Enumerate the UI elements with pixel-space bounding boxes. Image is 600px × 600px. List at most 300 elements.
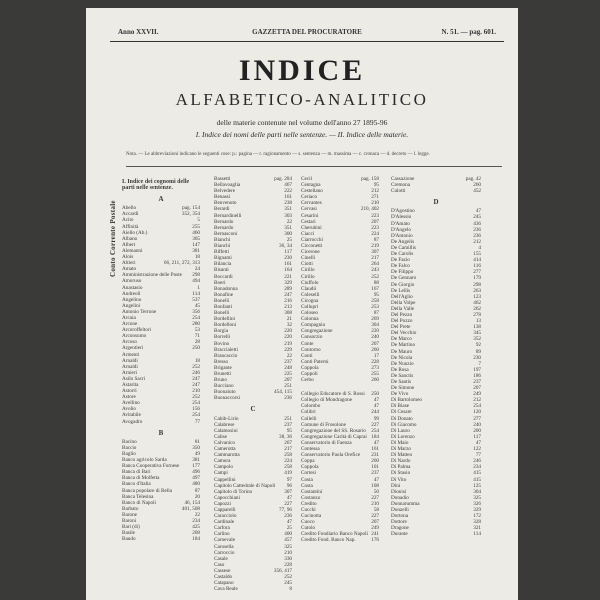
entry-page-ref: 5 [197, 217, 200, 224]
entry-name: Ciarrocchi [301, 236, 323, 243]
entry-page-ref: 251 [284, 383, 292, 390]
entry-name: Bordelloni [214, 322, 237, 329]
entry-name: Bignami [214, 255, 232, 262]
entry-page-ref: 267 [284, 439, 292, 446]
entry-name: Conte [301, 340, 314, 347]
entry-page-ref: 415 [473, 476, 481, 483]
entry-name: Cucinotta [301, 513, 322, 520]
entry-name: Bonelli [214, 310, 230, 317]
entry-page-ref: 263 [473, 287, 481, 294]
entry-page-ref: 210 [371, 200, 379, 207]
entry-name: Bresso [214, 358, 229, 365]
entry-name: Carnevale [214, 537, 236, 544]
entry-name: Collegio di Mondragone [301, 397, 353, 404]
entry-name: Banca Telesina [122, 493, 154, 500]
entry-page-ref: 258 [284, 464, 292, 471]
letter-heading-a: A [158, 195, 164, 204]
entry-name: Cassazione [391, 176, 415, 182]
entry-name: Angelini [122, 302, 141, 309]
entry-page-ref: 38, 36 [279, 433, 292, 440]
entry-name: Costa [301, 476, 313, 483]
entry-page-ref: 328 [473, 519, 481, 526]
entry-name: De Martino [391, 342, 416, 349]
entry-name: Bucciano [214, 383, 234, 390]
entry-page-ref: 184 [192, 536, 200, 543]
entry-name: Calise [214, 433, 227, 440]
header-issue: N. 51. — pag. 601. [441, 28, 496, 36]
entry-name: Arcoroffeltori [122, 327, 151, 334]
entry-page-ref: 258 [284, 452, 292, 459]
entry-page-ref: 66, 211, 272, 313 [163, 260, 200, 267]
entry-name: Bonelli [214, 297, 230, 304]
entry-page-ref: 229 [284, 346, 292, 353]
entry-name: Baudo [122, 536, 136, 543]
entry-page-ref: 210 [192, 388, 200, 395]
entry-name: D'Antonio [391, 232, 413, 239]
abbreviations-note: Nota. — Le abbreviazioni indicano le seguenti cose: p.: pagina — r. ragionamento — s. sentenza — m. massima — c. cronaca — d. decreto — l. legge. [126, 152, 430, 157]
entry-name: Borgia [214, 328, 229, 335]
entry-page-ref: 92 [475, 342, 481, 349]
entry-name: Conti Paterni [301, 358, 329, 365]
entry-name: Bonafine [214, 291, 234, 298]
entry-page-ref: 247 [284, 291, 292, 298]
entry-name: Alois [122, 254, 134, 261]
entry-page-ref: 96 [286, 482, 292, 489]
entry-name: De Simone [391, 385, 415, 392]
entry-name: Di Marzo [391, 446, 412, 453]
entry-name: Ciuffolo [301, 279, 319, 286]
entry-page-ref: 176 [371, 537, 379, 544]
entry-page-ref: 95 [286, 427, 292, 434]
entry-page-ref: 47 [373, 439, 379, 446]
entry-name: Del Prete [391, 324, 411, 331]
entry-page-ref: 172 [473, 513, 481, 520]
entry-name: De Nicola [391, 354, 413, 361]
entry-page-ref: pag. 158 [361, 176, 379, 182]
entry-name: Ceriaco [301, 194, 318, 201]
entry-page-ref: 264 [371, 261, 379, 268]
entry-page-ref: 260 [371, 377, 379, 384]
entry-name: Di Bartolomeo [391, 397, 422, 404]
entry-page-ref: 307 [284, 488, 292, 495]
entry-page-ref: 45 [194, 302, 200, 309]
entry-name: Dionisi [391, 488, 407, 495]
entry-page-ref: 216 [284, 297, 292, 304]
entry-name: Cortesi [301, 470, 316, 477]
entry-page-ref: 237 [284, 421, 292, 428]
entry-page-ref: 197 [473, 366, 481, 373]
entry-name: Amoruso [122, 278, 142, 285]
entry-name: Cutolo [301, 525, 316, 532]
entry-page-ref: 227 [371, 421, 379, 428]
entry-page-ref: 303 [284, 212, 292, 219]
entry-name: Avellino [122, 400, 140, 407]
entry-name: Calamosini [214, 427, 238, 434]
entry-page-ref: pag. 204 [274, 176, 292, 182]
entry-name: Bernardo [214, 224, 234, 231]
entry-page-ref: 220 [284, 328, 292, 335]
entry-name: Dragone [391, 525, 409, 532]
entry-page-ref: 228 [371, 358, 379, 365]
entry-name: Cestari [301, 218, 316, 225]
entry-name: Caracciolo [214, 513, 237, 520]
entry-name: Banca di Bari [122, 469, 151, 476]
entry-page-ref: 212 [473, 397, 481, 404]
entry-page-ref: 249 [371, 525, 379, 532]
entry-name: De Camillis [391, 244, 416, 251]
entry-name: Benassi [214, 194, 231, 201]
entry-name: Avogadro [122, 418, 143, 425]
entry-page-ref: 122 [473, 446, 481, 453]
entry-name: Barbato [122, 505, 139, 512]
document-page [86, 8, 518, 600]
entry-page-ref: 234 [473, 464, 481, 471]
entry-page-ref: 120 [473, 409, 481, 416]
entry-name: Casale [214, 555, 228, 562]
entry-page-ref: 77 [194, 418, 200, 425]
entry-name: Barone [122, 511, 137, 518]
entry-name: Catapano [214, 580, 234, 587]
entry-page-ref: 47 [286, 494, 292, 501]
letter-heading-c: C [250, 405, 256, 414]
entry-page-ref: 356 [192, 308, 200, 315]
entry-page-ref: 24 [194, 266, 200, 273]
entry-page-ref: 161 [371, 446, 379, 453]
index-heading: I. Indice dei cognomi delle parti nelle sentenze. [122, 179, 190, 192]
entry-name: De Falco [391, 263, 410, 270]
entry-name: Cicerone [301, 249, 320, 256]
entry-page-ref: 22 [286, 218, 292, 225]
entry-page-ref: 225 [284, 371, 292, 377]
entry-page-ref: 89 [475, 348, 481, 355]
entry-name: Carosella [214, 543, 234, 550]
entry-page-ref: pag. 42 [465, 176, 481, 182]
entry-name: Abello [122, 205, 137, 212]
entry-name: Berardi [214, 206, 230, 213]
entry-page-ref: 250 [192, 345, 200, 352]
entry-name: Collegio Educatore di S. Rossi [301, 391, 365, 398]
entry-page-ref: 260 [371, 458, 379, 465]
entry-page-ref: 25 [286, 236, 292, 243]
entry-name: Arcoso [122, 339, 137, 346]
entry-page-ref: 164 [284, 267, 292, 274]
entry-name: Della Valle [391, 305, 415, 312]
entry-page-ref: 494 [192, 278, 200, 285]
entry-page-ref: 467 [284, 182, 292, 189]
entry-page-ref: 277 [473, 269, 481, 276]
entry-page-ref: 254 [192, 400, 200, 407]
entry-name: Cirillo [301, 273, 315, 280]
entry-page-ref: 95 [373, 182, 379, 189]
entry-page-ref: 252 [192, 394, 200, 401]
entry-page-ref: 308 [284, 310, 292, 317]
entry-name: Costantini [301, 488, 323, 495]
entry-page-ref: 496 [192, 469, 200, 476]
entry-name: Cappellini [214, 476, 236, 483]
entry-name: De Santis [391, 379, 412, 385]
entry-name: Capozzi [214, 500, 231, 507]
entry-page-ref: 251 [284, 415, 292, 422]
entry-page-ref: 230 [473, 354, 481, 361]
entry-page-ref: 462 [473, 299, 481, 306]
entry-page-ref: 161 [284, 261, 292, 268]
entry-name: Cervasi [301, 206, 317, 213]
entry-page-ref: 345 [473, 330, 481, 337]
entry-name: Accardi [122, 211, 139, 218]
entry-page-ref: 125 [473, 482, 481, 489]
entry-page-ref: 167 [371, 285, 379, 292]
entry-page-ref: 326 [473, 500, 481, 507]
entry-name: Calvanico [214, 439, 236, 446]
entry-name: Bernardinelli [214, 212, 242, 219]
entry-name: Del Pezzo [391, 311, 413, 318]
entry-page-ref: 53 [194, 327, 200, 334]
entry-page-ref: 260 [371, 346, 379, 353]
header-year: Anno XXVII. [118, 28, 159, 36]
entry-page-ref: 117 [284, 249, 292, 256]
entry-page-ref: 114 [192, 290, 200, 297]
entry-page-ref: 207 [371, 218, 379, 225]
entry-name: Claudii [301, 285, 317, 292]
entry-name: Bisanti [214, 267, 229, 274]
entry-page-ref: 222 [284, 188, 292, 195]
entry-page-ref: 330 [284, 555, 292, 562]
entry-page-ref: 231 [371, 452, 379, 459]
entry-name: Comune di Frosolone [301, 421, 346, 428]
entry-name: Coppa [301, 458, 315, 465]
entry-page-ref: 47 [286, 519, 292, 526]
entry-page-ref: 87 [373, 310, 379, 317]
entry-page-ref: 252 [192, 363, 200, 370]
entry-name: D'Alessio [391, 214, 412, 221]
entry-page-ref: 227 [284, 500, 292, 507]
entry-name: Dini [391, 482, 401, 489]
entry-page-ref: 454, 115 [274, 389, 292, 396]
entry-page-ref: 237 [473, 379, 481, 385]
entry-name: Arcone [122, 321, 138, 328]
entry-page-ref: 351 [284, 224, 292, 231]
entry-name: Borrelli [214, 334, 231, 341]
entry-page-ref: 537 [192, 296, 200, 303]
entry-page-ref: 114 [473, 531, 481, 538]
entry-page-ref: 1 [197, 284, 200, 291]
entry-page-ref: 207 [371, 519, 379, 526]
entry-name: De Angelis [391, 238, 415, 245]
entry-page-ref: 234 [192, 517, 200, 524]
entry-name: De Sanctis [391, 372, 414, 379]
entry-name: Bruno [214, 377, 227, 384]
entry-page-ref: 271 [371, 194, 379, 201]
entry-page-ref: 22 [286, 352, 292, 359]
entry-name: Bernardo [214, 218, 234, 225]
entry-page-ref: 200 [473, 427, 481, 434]
entry-page-ref: 25 [286, 525, 292, 532]
entry-page-ref: 99 [373, 415, 379, 422]
entry-name: Cava Reale [214, 586, 238, 593]
entry-name: Collelli [301, 415, 317, 422]
entry-page-ref: 262 [473, 305, 481, 312]
entry-page-ref: 249 [473, 391, 481, 398]
entry-name: Coppoli [301, 371, 318, 377]
entry-name: Banca Cooperativa Fornese [122, 463, 180, 470]
entry-name: Antonio Terrone [122, 308, 157, 315]
entry-page-ref: 208 [192, 530, 200, 537]
page-title: INDICE [238, 54, 366, 87]
entry-page-ref: 325 [473, 494, 481, 501]
entry-page-ref: 97 [286, 476, 292, 483]
entry-page-ref: 244 [371, 409, 379, 416]
index-column-3 [301, 176, 379, 544]
index-entry [391, 188, 481, 194]
entry-name: Basile [122, 530, 135, 537]
entry-page-ref: 238 [284, 200, 292, 207]
entry-name: Credito Fond. Banco Nap. [301, 537, 356, 544]
entry-name: D'Agostino [391, 208, 415, 215]
entry-name: Buonaiuto [214, 389, 236, 396]
index-column-1 [122, 176, 200, 542]
entry-page-ref: 254 [473, 403, 481, 410]
entry-page-ref: 18 [194, 254, 200, 261]
entry-page-ref: 245 [473, 214, 481, 221]
entry-page-ref: 269 [371, 316, 379, 323]
entry-name: Credito Fondiario Banco Napoli [301, 531, 368, 538]
index-column-2 [214, 176, 292, 592]
entry-page-ref: 210 [284, 549, 292, 556]
entry-name: Anastasio [122, 284, 143, 291]
entry-name: Arnaldi [122, 357, 138, 364]
entry-page-ref: 298 [473, 281, 481, 288]
entry-page-ref: 240 [473, 421, 481, 428]
entry-page-ref: 228 [284, 561, 292, 568]
entry-page-ref: 179 [473, 275, 481, 282]
entry-name: Del Pozzo [391, 318, 413, 325]
entry-page-ref: 108 [371, 482, 379, 489]
index-entry [301, 537, 379, 543]
entry-name: Braccialetti [214, 346, 238, 353]
entry-page-ref: 365 [192, 235, 200, 242]
entry-page-ref: 255 [371, 371, 379, 377]
entry-name: Centagna [301, 182, 321, 189]
entry-page-ref: 236 [473, 226, 481, 233]
entry-name: Donadio [391, 494, 409, 501]
entry-name: Brigante [214, 364, 232, 371]
entry-name: Benvenuto [214, 200, 237, 207]
entry-page-ref: 217 [371, 255, 379, 262]
entry-page-ref: 224 [371, 230, 379, 237]
entry-name: Dortona [391, 513, 408, 520]
entry-page-ref: 241 [371, 531, 379, 538]
side-margin-text: Conto Corrente Postale [109, 200, 117, 277]
entry-page-ref: 87 [194, 487, 200, 494]
entry-name: Amato [122, 266, 137, 273]
entry-name: Albert [122, 241, 136, 248]
page-header [110, 28, 504, 40]
entry-name: Astorri [122, 388, 137, 395]
entry-page-ref: 212 [371, 188, 379, 195]
entry-name: Compagnia [301, 322, 325, 329]
entry-page-ref: 252 [371, 273, 379, 280]
entry-page-ref: 273 [371, 364, 379, 371]
entry-name: Conti [301, 352, 313, 359]
entry-name: Baglio [122, 450, 136, 457]
entry-page-ref: 161 [284, 194, 292, 201]
entry-name: Arconsumo [122, 333, 147, 340]
entry-name: Bianchi [214, 236, 231, 243]
entry-name: Consorzio [301, 334, 323, 341]
header-rule [110, 41, 504, 42]
entry-name: Banco d'Italia [122, 481, 151, 488]
entry-page-ref: 123 [473, 293, 481, 300]
index-entry [391, 531, 481, 537]
entry-page-ref: 304 [473, 488, 481, 495]
entry-name: Cardinale [214, 519, 235, 526]
entry-name: Biffetti [214, 249, 229, 256]
entry-name: Cinelli [301, 255, 316, 262]
entry-page-ref: 460 [192, 229, 200, 236]
entry-name: Capparelli [214, 506, 236, 513]
entry-name: Banca di Molfetta [122, 475, 160, 482]
entry-name: Boeri [214, 279, 226, 286]
entry-page-ref: 304 [371, 322, 379, 329]
entry-name: De Carolis [391, 251, 414, 258]
entry-name: Cherubini [301, 224, 322, 231]
entry-name: Carroccio [214, 549, 235, 556]
entry-name: Congregazione [301, 328, 333, 335]
entry-page-ref: 156 [192, 406, 200, 413]
entry-page-ref: 71 [194, 333, 200, 340]
entry-page-ref: 280 [192, 321, 200, 328]
entry-name: Amministrazione delle Poste [122, 272, 182, 279]
entry-page-ref: 236 [473, 232, 481, 239]
entry-name: De Gennaro [391, 275, 417, 282]
entry-page-ref: 8 [289, 586, 292, 593]
entry-page-ref: 147 [192, 241, 200, 248]
entry-page-ref: 352, 354 [181, 211, 200, 218]
entry-page-ref: 58 [373, 506, 379, 513]
entry-name: Cassese [214, 567, 231, 574]
entry-page-ref: 254 [192, 412, 200, 419]
entry-name: Belvedere [214, 188, 236, 195]
entry-name: Campolo [214, 464, 234, 471]
entry-name: Bari (di) [122, 524, 140, 531]
entry-page-ref: 480 [192, 481, 200, 488]
entry-page-ref: 186 [473, 372, 481, 379]
entry-page-ref: 356, 417 [273, 567, 292, 574]
entry-name: Colibri [301, 409, 316, 416]
index-entry [214, 395, 292, 401]
entry-name: Cerbo [301, 377, 314, 384]
entry-name: Cervantes [301, 200, 322, 207]
entry-name: Avitabile [122, 412, 141, 419]
entry-name: Calabrese [214, 421, 235, 428]
entry-page-ref: 223 [371, 212, 379, 219]
entry-page-ref: 250 [371, 391, 379, 398]
entry-name: Conservatorio Paola Orefice [301, 452, 361, 459]
entry-name: Camerotta [214, 446, 236, 453]
entry-page-ref: 457 [284, 537, 292, 544]
entry-name: Collupri [301, 303, 319, 310]
entry-name: Brunetti [214, 371, 232, 377]
entry-page-ref: 117 [473, 433, 481, 440]
entry-name: Bordellini [214, 316, 236, 323]
entry-page-ref: 101 [371, 464, 379, 471]
index-entry [214, 586, 292, 592]
letter-heading-d: D [433, 198, 439, 207]
entry-page-ref: 219 [371, 243, 379, 250]
entry-page-ref: 221 [284, 273, 292, 280]
entry-page-ref: 116 [473, 263, 481, 270]
entry-name: Angelino [122, 296, 142, 303]
